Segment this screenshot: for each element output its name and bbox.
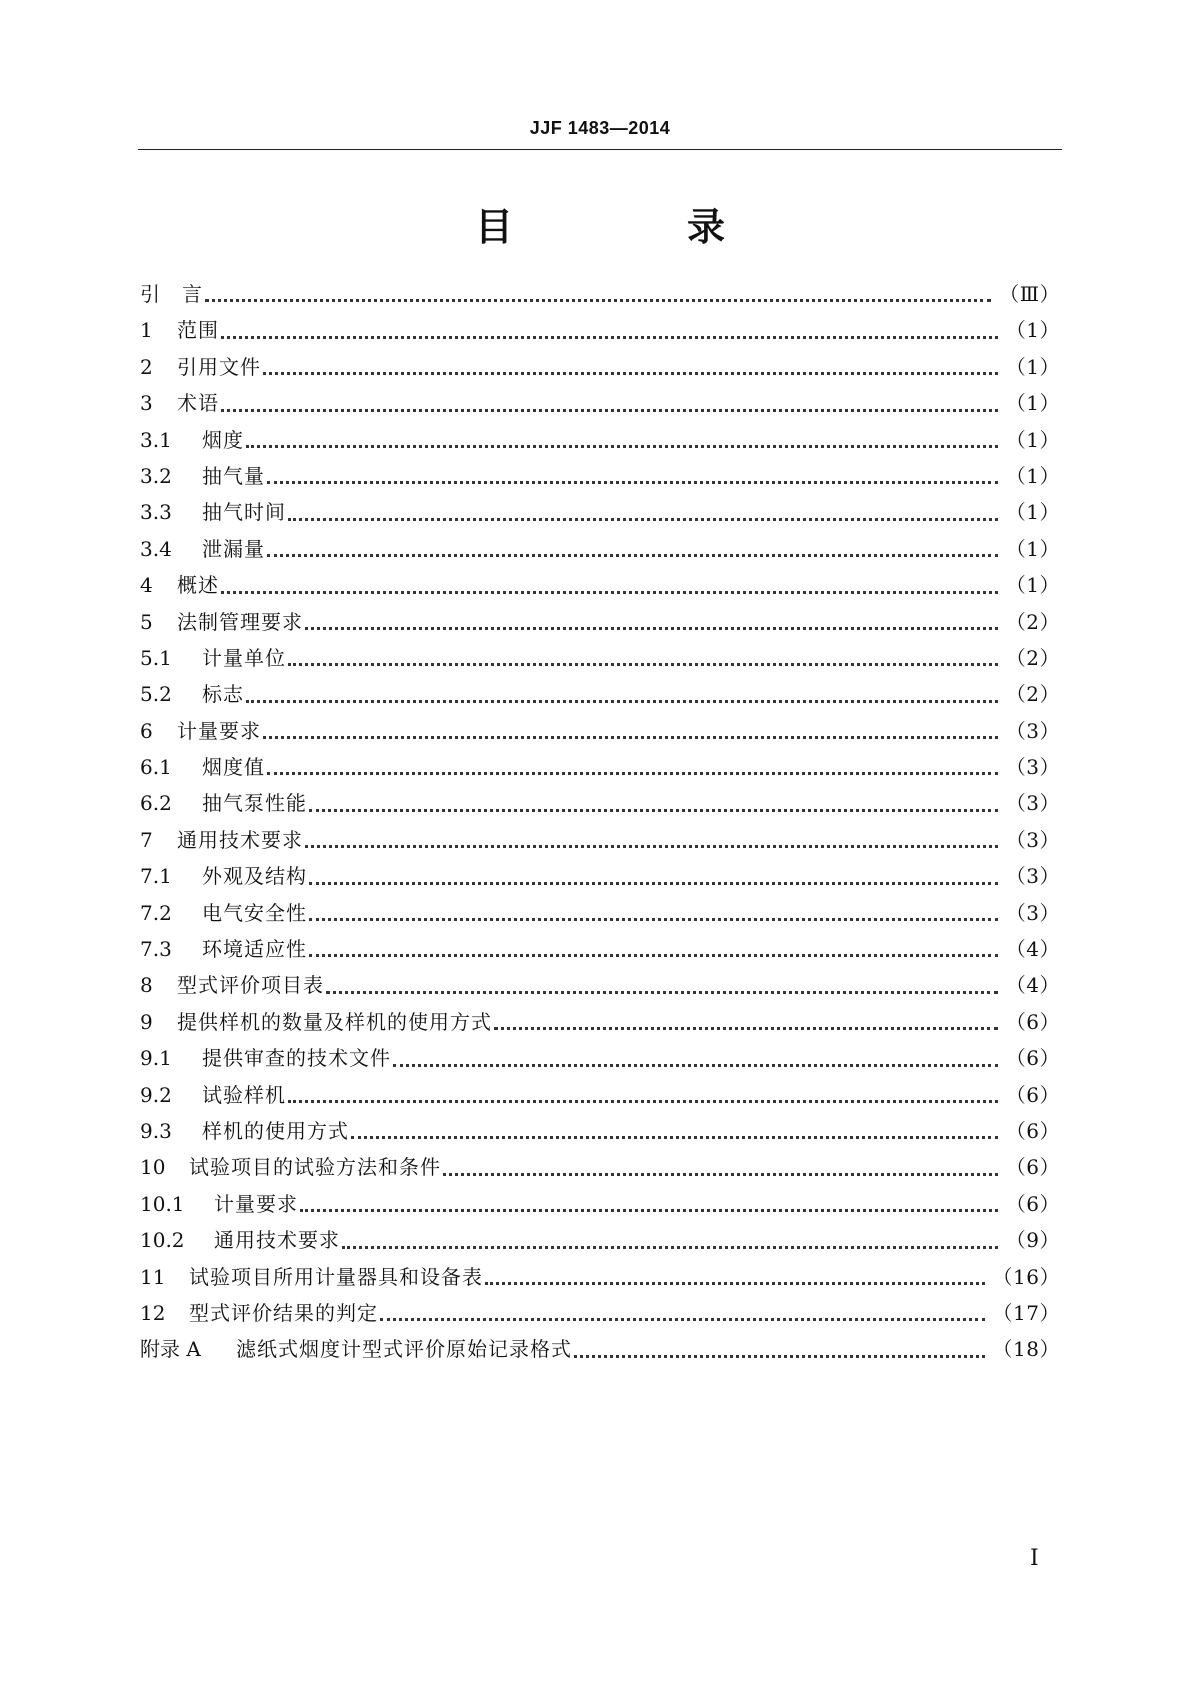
toc-entry-number: 6.2 <box>140 791 172 816</box>
toc-entry-number: 4 <box>140 573 153 598</box>
toc-entry-page: （1） <box>1005 573 1060 598</box>
toc-entry-title: 试验项目的试验方法和条件 <box>189 1155 441 1180</box>
toc-entry-title: 提供样机的数量及样机的使用方式 <box>177 1009 492 1034</box>
toc-entry-title: 样机的使用方式 <box>202 1118 349 1143</box>
toc-entry[interactable] <box>140 640 1060 676</box>
toc-entry-title: 引 言 <box>140 282 203 306</box>
dot-leader <box>263 736 998 739</box>
toc-entry[interactable] <box>140 1295 1060 1331</box>
dot-leader <box>288 518 998 521</box>
toc-entry-title: 抽气时间 <box>202 500 286 525</box>
dot-leader <box>574 1355 985 1358</box>
toc-entry-title: 计量要求 <box>177 718 261 743</box>
toc-entry-number: 3.1 <box>140 427 172 452</box>
toc-entry-number: 3.2 <box>140 463 172 488</box>
toc-entry-number: 6.1 <box>140 755 172 780</box>
toc-entry-title: 标志 <box>202 682 244 707</box>
dot-leader <box>288 1100 998 1103</box>
toc-entry-number: 6 <box>140 718 153 743</box>
dot-leader <box>309 954 998 957</box>
toc-entry-number: 1 <box>140 318 153 343</box>
toc-entry-number: 12 <box>140 1300 166 1325</box>
toc-entry-title: 提供审查的技术文件 <box>202 1046 391 1071</box>
toc-entry-title: 滤纸式烟度计型式评价原始记录格式 <box>236 1337 572 1362</box>
toc-entry-title: 烟度 <box>202 427 244 452</box>
dot-leader <box>380 1318 985 1321</box>
toc-entry-title: 抽气量 <box>202 463 265 488</box>
toc-entry[interactable] <box>140 858 1060 894</box>
dot-leader <box>443 1173 998 1176</box>
toc-entry-number: 7.2 <box>140 900 172 925</box>
dot-leader <box>309 882 998 885</box>
toc-entry-page: （6） <box>1005 1009 1060 1034</box>
toc-entry-page: （18） <box>992 1337 1060 1362</box>
toc-entry-page: （4） <box>1005 973 1060 998</box>
toc-entry-number: 5.1 <box>140 645 172 670</box>
toc-entry-page: （6） <box>1005 1082 1060 1107</box>
toc-entry[interactable] <box>140 604 1060 640</box>
toc-entry-page: （1） <box>1005 536 1060 561</box>
toc-entry[interactable] <box>140 349 1060 385</box>
dot-leader <box>267 772 998 775</box>
toc-entry-number: 8 <box>140 973 153 998</box>
toc-entry-page: （1） <box>1005 354 1060 379</box>
toc-entry[interactable] <box>140 1077 1060 1113</box>
dot-leader <box>267 554 998 557</box>
dot-leader <box>267 481 998 484</box>
toc-entry-number: 3.3 <box>140 500 172 525</box>
toc-entry-page: （6） <box>1005 1118 1060 1143</box>
toc-entry-page: （6） <box>1005 1191 1060 1216</box>
toc-entry-number: 7 <box>140 827 153 852</box>
toc-entry[interactable] <box>140 1186 1060 1222</box>
dot-leader <box>205 299 991 302</box>
toc-entry-page: （3） <box>1005 718 1060 743</box>
dot-leader <box>221 336 998 339</box>
toc-entry-title: 范围 <box>177 318 219 343</box>
toc-entry[interactable] <box>140 1259 1060 1295</box>
toc-entry-number: 10.2 <box>140 1228 185 1253</box>
toc-entry-number: 5.2 <box>140 682 172 707</box>
toc-entry-page: （4） <box>1005 937 1060 962</box>
toc-entry[interactable] <box>140 749 1060 785</box>
toc-entry[interactable] <box>140 458 1060 494</box>
toc-entry-title: 术语 <box>177 391 219 416</box>
toc-entry-page: （3） <box>1005 864 1060 889</box>
dot-leader <box>305 845 998 848</box>
toc-entry[interactable] <box>140 494 1060 530</box>
toc-entry-number: 10 <box>140 1155 166 1180</box>
toc-entry-page: （2） <box>1005 645 1060 670</box>
toc-entry-number: 附录 A <box>140 1337 201 1362</box>
toc-entry-number: 7.1 <box>140 864 172 889</box>
toc-entry-number: 5 <box>140 609 153 634</box>
dot-leader <box>351 1136 998 1139</box>
toc-entry-page: （6） <box>1005 1155 1060 1180</box>
toc-entry-number: 9.3 <box>140 1118 172 1143</box>
toc-title: 目 录 <box>474 205 793 249</box>
toc-entry-title: 法制管理要求 <box>177 609 303 634</box>
toc-entry-page: （1） <box>1005 427 1060 452</box>
dot-leader <box>246 700 998 703</box>
toc-entry-page: （1） <box>1005 463 1060 488</box>
toc-entry[interactable] <box>140 1331 1060 1367</box>
toc-entry-title: 试验样机 <box>202 1082 286 1107</box>
page-number: Ⅰ <box>1030 1546 1039 1571</box>
toc-entry[interactable] <box>140 1004 1060 1040</box>
document-code-header: JJF 1483—2014 <box>529 118 671 138</box>
toc-entry-page: （16） <box>992 1264 1060 1289</box>
toc-entry-number: 3.4 <box>140 536 172 561</box>
toc-entry-page: （3） <box>1005 755 1060 780</box>
toc-entry[interactable] <box>140 1222 1060 1258</box>
toc-entry[interactable] <box>140 422 1060 458</box>
toc-entry[interactable] <box>140 531 1060 567</box>
toc-entry-title: 试验项目所用计量器具和设备表 <box>189 1264 483 1289</box>
dot-leader <box>393 1064 998 1067</box>
dot-leader <box>221 409 998 412</box>
toc-entry-page: （1） <box>1005 391 1060 416</box>
dot-leader <box>305 627 998 630</box>
toc-entry-page: （2） <box>1005 609 1060 634</box>
dot-leader <box>485 1282 985 1285</box>
toc-entry[interactable] <box>140 567 1060 603</box>
dot-leader <box>326 991 998 994</box>
toc-entry[interactable] <box>140 713 1060 749</box>
toc-entry-number: 9 <box>140 1009 153 1034</box>
toc-entry-title: 计量要求 <box>214 1191 298 1216</box>
toc-entry-number: 10.1 <box>140 1191 185 1216</box>
toc-entry-title: 通用技术要求 <box>177 827 303 852</box>
toc-entry-title: 泄漏量 <box>202 536 265 561</box>
toc-entry-title: 引用文件 <box>177 354 261 379</box>
toc-entry-page: （1） <box>1005 500 1060 525</box>
toc-entry[interactable] <box>140 276 1060 312</box>
toc-entry[interactable] <box>140 931 1060 967</box>
toc-entry-page: （1） <box>1005 318 1060 343</box>
toc-entry-title: 概述 <box>177 573 219 598</box>
dot-leader <box>309 809 998 812</box>
toc-entry-title: 抽气泵性能 <box>202 791 307 816</box>
toc-entry[interactable] <box>140 895 1060 931</box>
toc-entry[interactable] <box>140 676 1060 712</box>
toc-entry[interactable] <box>140 312 1060 348</box>
toc-entry-title: 通用技术要求 <box>214 1228 340 1253</box>
toc-entry[interactable] <box>140 785 1060 821</box>
toc-entry-title: 计量单位 <box>202 645 286 670</box>
header-rule <box>138 149 1062 150</box>
toc-entry-page: （3） <box>1005 791 1060 816</box>
dot-leader <box>494 1027 998 1030</box>
dot-leader <box>288 663 998 666</box>
dot-leader <box>263 372 998 375</box>
toc-entry-number: 9.2 <box>140 1082 172 1107</box>
toc-entry[interactable] <box>140 385 1060 421</box>
dot-leader <box>309 918 998 921</box>
dot-leader <box>300 1209 998 1212</box>
toc-entry-number: 7.3 <box>140 937 172 962</box>
toc-entry-title: 外观及结构 <box>202 864 307 889</box>
toc-entry-page: （9） <box>1005 1228 1060 1253</box>
toc-entry[interactable] <box>140 1113 1060 1149</box>
toc-entry-number: 2 <box>140 354 153 379</box>
toc-entry-page: （3） <box>1005 827 1060 852</box>
toc-entry-page: （Ⅲ） <box>999 282 1060 306</box>
dot-leader <box>342 1246 998 1249</box>
toc-entry-page: （3） <box>1005 900 1060 925</box>
toc-entry-page: （6） <box>1005 1046 1060 1071</box>
toc-entry[interactable] <box>140 967 1060 1003</box>
toc-entry-number: 9.1 <box>140 1046 172 1071</box>
toc-entry[interactable] <box>140 1040 1060 1076</box>
toc-entry-page: （2） <box>1005 682 1060 707</box>
dot-leader <box>221 591 998 594</box>
toc-entry-title: 环境适应性 <box>202 937 307 962</box>
toc-entry-number: 11 <box>140 1264 166 1289</box>
toc-entry-title: 电气安全性 <box>202 900 307 925</box>
table-of-contents <box>140 276 1060 1368</box>
toc-entry[interactable] <box>140 822 1060 858</box>
toc-entry-title: 烟度值 <box>202 755 265 780</box>
toc-entry-title: 型式评价结果的判定 <box>189 1300 378 1325</box>
dot-leader <box>246 445 998 448</box>
toc-entry-title: 型式评价项目表 <box>177 973 324 998</box>
toc-entry-page: （17） <box>992 1300 1060 1325</box>
toc-entry[interactable] <box>140 1149 1060 1185</box>
toc-entry-number: 3 <box>140 391 153 416</box>
